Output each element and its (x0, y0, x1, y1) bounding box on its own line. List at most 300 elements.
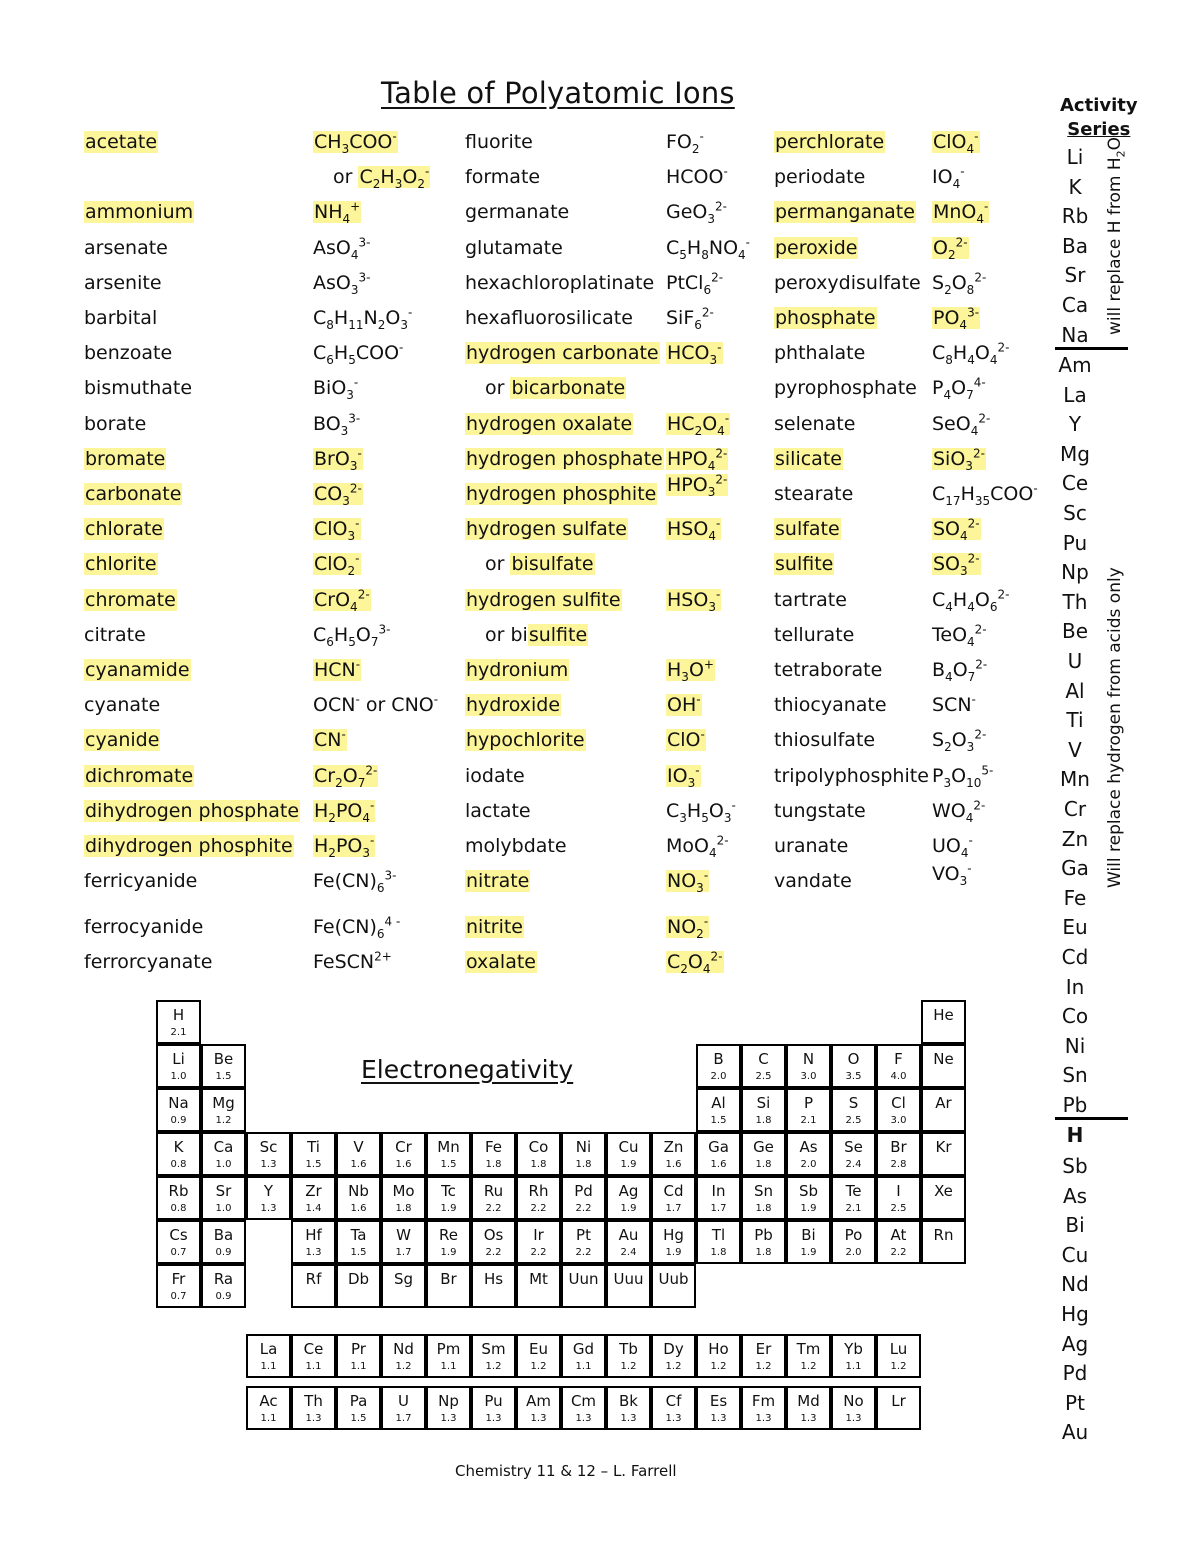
element-symbol: Eu (529, 1340, 548, 1358)
activity-series-item: Sr (1064, 263, 1086, 288)
activity-divider-water (1055, 347, 1128, 350)
element-symbol: Uuu (613, 1270, 644, 1288)
element-symbol: Sb (798, 1182, 819, 1200)
element-cell-pu (471, 1386, 516, 1430)
ion-name: permanganate (775, 201, 915, 224)
ion-formula: AsO$_4^{3-}$ (313, 235, 371, 262)
element-cell-i (876, 1176, 921, 1220)
element-symbol: N (802, 1050, 815, 1068)
element-cell-sb (786, 1176, 831, 1220)
element-electronegativity: 1.5 (305, 1159, 322, 1170)
element-symbol: Yb (844, 1340, 863, 1358)
element-symbol: Rh (528, 1182, 549, 1200)
element-cell-pm (426, 1334, 471, 1378)
ion-name: thiocyanate (774, 694, 887, 717)
ion-name: hydrogen phosphate (466, 447, 663, 470)
activity-series-item: K (1068, 174, 1082, 199)
element-electronegativity: 1.6 (710, 1159, 727, 1170)
element-electronegativity: 1.9 (620, 1203, 637, 1214)
ion-formula: $O_2^{2-}$ (933, 235, 968, 262)
ion-name: hypochlorite (466, 729, 585, 752)
activity-series-item: Ce (1061, 471, 1089, 496)
element-cell-fr (156, 1264, 201, 1308)
element-cell-bi (786, 1220, 831, 1264)
ion-formula: $B_4O_7^{2-}$ (932, 657, 988, 684)
element-symbol: Rf (305, 1270, 322, 1288)
element-cell-fe (471, 1132, 516, 1176)
element-cell-si (741, 1088, 786, 1132)
ion-formula: $IO_3^-$ (667, 763, 700, 790)
activity-series-item: As (1062, 1183, 1088, 1208)
element-electronegativity: 1.2 (800, 1361, 817, 1372)
ion-formula: AsO$_3^{3-}$ (313, 270, 371, 297)
element-electronegativity: 2.2 (485, 1247, 502, 1258)
ion-name: tartrate (774, 588, 847, 611)
ion-formula: $H_3O^+$ (667, 657, 714, 684)
element-cell-ge (741, 1132, 786, 1176)
element-symbol: Pu (484, 1392, 503, 1410)
element-cell-cm (561, 1386, 606, 1430)
ion-name: benzoate (84, 342, 173, 365)
element-cell-nd (381, 1334, 426, 1378)
element-electronegativity: 1.1 (260, 1413, 277, 1424)
element-symbol: C (758, 1050, 769, 1068)
ion-name: chlorite (85, 553, 157, 576)
ion-name: cyanide (85, 729, 160, 752)
element-cell-zr (291, 1176, 336, 1220)
element-symbol: Sg (393, 1270, 414, 1288)
activity-series-item: Np (1061, 560, 1089, 585)
element-symbol: Uub (658, 1270, 689, 1288)
element-symbol: Mg (212, 1094, 235, 1112)
ion-name: hydrogen phosphite (466, 483, 657, 505)
ion-formula: FeSCN$^{2+}$ (313, 949, 392, 974)
element-symbol: Nd (393, 1340, 414, 1358)
element-electronegativity: 1.2 (395, 1361, 412, 1372)
element-electronegativity: 1.9 (440, 1247, 457, 1258)
element-symbol: Pd (574, 1182, 593, 1200)
ion-name: dihydrogen phosphite (85, 835, 293, 857)
element-symbol: Co (528, 1138, 549, 1156)
element-symbol: Fm (751, 1392, 776, 1410)
element-cell-b (696, 1044, 741, 1088)
ion-formula: $S_2O_8^{2-}$ (932, 270, 987, 297)
element-electronegativity: 0.7 (170, 1247, 187, 1258)
element-cell-pb (741, 1220, 786, 1264)
ion-formula: SCN- (932, 692, 976, 717)
element-electronegativity: 1.0 (215, 1203, 232, 1214)
element-symbol: Dy (663, 1340, 684, 1358)
page-title: Table of Polyatomic Ions (381, 76, 735, 110)
element-electronegativity: 2.2 (485, 1203, 502, 1214)
activity-series-item: Ba (1062, 233, 1088, 258)
activity-series-item: Y (1068, 412, 1082, 437)
element-cell-ar (921, 1088, 966, 1132)
element-symbol: Cl (891, 1094, 906, 1112)
element-electronegativity: 4.0 (890, 1071, 907, 1082)
ion-name: or bisulfate (485, 553, 594, 576)
element-cell-ni (561, 1132, 606, 1176)
activity-series-item: Ca (1061, 293, 1089, 317)
ion-name: tetraborate (774, 659, 883, 681)
element-cell-no (831, 1386, 876, 1430)
ion-name: acetate (85, 131, 158, 153)
element-electronegativity: 0.8 (170, 1159, 187, 1170)
ion-name: cyanate (84, 694, 161, 717)
element-electronegativity: 2.8 (890, 1159, 907, 1170)
activity-series-item: Eu (1062, 915, 1088, 940)
element-symbol: Mo (392, 1182, 415, 1200)
element-cell-v (336, 1132, 381, 1176)
element-symbol: V (353, 1138, 364, 1156)
element-electronegativity: 1.8 (530, 1159, 547, 1170)
element-cell-ho (696, 1334, 741, 1378)
element-cell-br (876, 1132, 921, 1176)
element-symbol: Bk (619, 1392, 638, 1410)
element-symbol: No (843, 1392, 864, 1410)
element-symbol: Au (618, 1226, 639, 1244)
ion-name: dichromate (85, 764, 194, 787)
element-electronegativity: 1.6 (350, 1203, 367, 1214)
element-electronegativity: 1.5 (350, 1247, 367, 1258)
ion-name: ferrorcyanate (84, 951, 213, 974)
element-electronegativity: 1.9 (620, 1159, 637, 1170)
element-electronegativity: 2.5 (890, 1203, 907, 1214)
element-symbol: Cd (663, 1182, 684, 1200)
ion-formula: $BO_3^{3-}$ (313, 411, 361, 438)
element-cell-ne (921, 1044, 966, 1088)
ion-formula: $C_8H_4O_4^{2-}$ (932, 340, 1010, 367)
element-electronegativity: 1.3 (800, 1413, 817, 1424)
ion-name: vandate (774, 870, 852, 893)
element-cell-mn (426, 1132, 471, 1176)
element-electronegativity: 1.6 (350, 1159, 367, 1170)
ion-formula: $HCO_3^-$ (667, 340, 722, 367)
element-electronegativity: 1.4 (305, 1203, 322, 1214)
element-symbol: Th (304, 1392, 323, 1410)
ion-formula: or $C_2H_3O_2^-$ (333, 164, 430, 191)
ion-formula: PtCl$_6^{2-}$ (666, 270, 724, 297)
element-electronegativity: 1.2 (620, 1361, 637, 1372)
ion-name: sulfate (775, 518, 840, 541)
element-cell-kr (921, 1132, 966, 1176)
ion-formula: MnO$_4$- (933, 200, 989, 227)
ion-formula: $PO_4^{3-}$ (933, 305, 980, 332)
element-cell-np (426, 1386, 471, 1430)
element-cell-ag (606, 1176, 651, 1220)
ion-formula: HCN- (314, 657, 361, 681)
element-cell-ce (291, 1334, 336, 1378)
element-cell-se (831, 1132, 876, 1176)
ion-formula: $NH_4^+$ (314, 200, 361, 227)
element-symbol: Am (526, 1392, 551, 1410)
element-symbol: Md (797, 1392, 820, 1410)
element-cell-sn (741, 1176, 786, 1220)
element-electronegativity: 1.6 (395, 1159, 412, 1170)
element-symbol: Mt (529, 1270, 548, 1288)
element-cell-hf (291, 1220, 336, 1264)
element-cell-rb (156, 1176, 201, 1220)
element-electronegativity: 1.2 (665, 1361, 682, 1372)
activity-series-item: Cr (1063, 797, 1087, 821)
element-electronegativity: 1.3 (260, 1159, 277, 1170)
ion-name: hydrogen oxalate (466, 412, 633, 435)
ion-formula: OH- (667, 692, 701, 717)
element-cell-lr (876, 1386, 921, 1430)
ion-formula: ClO$_3$- (314, 516, 360, 543)
activity-series-item: Pd (1062, 1361, 1088, 1386)
element-symbol: Ga (708, 1138, 729, 1156)
element-electronegativity: 1.2 (890, 1361, 907, 1372)
element-symbol: K (173, 1138, 184, 1156)
element-electronegativity: 1.3 (620, 1413, 637, 1424)
ion-name: periodate (774, 166, 866, 189)
element-electronegativity: 2.0 (710, 1071, 727, 1082)
ion-formula: BiO$_3$- (313, 376, 359, 403)
element-symbol: Br (440, 1270, 457, 1288)
element-electronegativity: 1.6 (665, 1159, 682, 1170)
element-symbol: Ra (213, 1270, 234, 1288)
activity-series-item: Pt (1065, 1390, 1085, 1415)
element-symbol: Sm (481, 1340, 506, 1358)
activity-series-title-line1: Activity (1060, 95, 1138, 116)
element-electronegativity: 1.7 (710, 1203, 727, 1214)
activity-series-item: Th (1062, 589, 1088, 614)
activity-series-item: Al (1065, 678, 1085, 703)
element-cell-gd (561, 1334, 606, 1378)
element-electronegativity: 1.8 (755, 1159, 772, 1170)
element-electronegativity: 2.1 (170, 1027, 187, 1038)
element-cell-rf (291, 1264, 336, 1308)
ion-formula: $WO_4^{2-}$ (932, 798, 986, 825)
ion-formula: $C_3H_5O_3^-$ (666, 798, 736, 825)
element-symbol: I (896, 1182, 901, 1200)
element-electronegativity: 1.3 (575, 1413, 592, 1424)
element-cell-cr (381, 1132, 426, 1176)
element-electronegativity: 1.5 (440, 1159, 457, 1170)
ion-name: ferrocyanide (84, 915, 204, 938)
element-symbol: O (847, 1050, 860, 1068)
element-symbol: Ho (708, 1340, 729, 1358)
element-electronegativity: 1.1 (845, 1361, 862, 1372)
ion-name: borate (84, 412, 147, 435)
element-electronegativity: 0.8 (170, 1203, 187, 1214)
activity-label-water: will replace H from $H_2O$ (1105, 136, 1128, 335)
element-symbol: Sn (753, 1182, 774, 1200)
activity-divider-hydrogen (1055, 1117, 1128, 1120)
element-electronegativity: 1.3 (755, 1413, 772, 1424)
ion-name: peroxide (775, 236, 858, 259)
ion-name: hydrogen carbonate (466, 342, 659, 365)
ion-name: nitrate (466, 870, 530, 893)
element-electronegativity: 2.2 (890, 1247, 907, 1258)
activity-series-item: U (1067, 649, 1083, 673)
ion-name: formate (465, 166, 541, 189)
element-symbol: Cf (665, 1392, 682, 1410)
ion-name: bromate (85, 447, 166, 470)
element-symbol: Ce (303, 1340, 324, 1358)
ion-name: hydroxide (466, 694, 561, 717)
ion-name: phosphate (775, 307, 876, 329)
ion-name: peroxydisulfate (774, 271, 921, 294)
element-symbol: Ca (213, 1138, 234, 1156)
electronegativity-title: Electronegativity (361, 1055, 574, 1084)
element-symbol: Br (890, 1138, 907, 1156)
activity-series-item: Sc (1063, 501, 1087, 525)
element-symbol: Cr (395, 1138, 412, 1156)
element-electronegativity: 1.3 (305, 1247, 322, 1258)
element-symbol: Pr (351, 1340, 366, 1358)
ion-formula: BrO$_3$- (314, 446, 362, 473)
element-cell-ta (336, 1220, 381, 1264)
ion-name: hydronium (466, 659, 569, 681)
element-symbol: Ir (533, 1226, 544, 1244)
ion-formula: $Fe(CN)_6^{4 -}$ (313, 914, 401, 941)
element-symbol: Bi (801, 1226, 816, 1244)
element-symbol: Tm (796, 1340, 821, 1358)
element-electronegativity: 2.4 (620, 1247, 637, 1258)
ion-formula: $NO_2^-$ (667, 914, 709, 941)
element-symbol: Se (844, 1138, 863, 1156)
element-symbol: Po (844, 1226, 863, 1244)
element-symbol: Ag (618, 1182, 639, 1200)
activity-series-item: Pu (1062, 530, 1088, 555)
element-cell-cu (606, 1132, 651, 1176)
element-electronegativity: 1.8 (755, 1115, 772, 1126)
activity-series-item: Ni (1064, 1033, 1086, 1058)
element-symbol: Si (756, 1094, 771, 1112)
element-cell-li (156, 1044, 201, 1088)
element-electronegativity: 1.2 (755, 1361, 772, 1372)
element-cell-rh (516, 1176, 561, 1220)
ion-formula: $CO_3^{2-}$ (314, 481, 362, 508)
element-electronegativity: 2.2 (575, 1247, 592, 1258)
element-electronegativity: 3.0 (800, 1071, 817, 1082)
element-electronegativity: 1.3 (260, 1203, 277, 1214)
element-symbol: Ru (483, 1182, 504, 1200)
ion-formula: $HPO_3^{2-}$ (667, 472, 728, 499)
element-electronegativity: 1.1 (260, 1361, 277, 1372)
element-cell-fm (741, 1386, 786, 1430)
element-cell-yb (831, 1334, 876, 1378)
ion-name: stearate (774, 483, 854, 505)
element-symbol: Re (439, 1226, 458, 1244)
element-symbol: Pm (436, 1340, 461, 1358)
ion-name: nitrite (466, 915, 523, 938)
element-symbol: Lu (889, 1340, 908, 1358)
element-cell-k (156, 1132, 201, 1176)
element-symbol: Rn (933, 1226, 954, 1244)
element-symbol: H (172, 1006, 185, 1024)
element-symbol: S (848, 1094, 859, 1112)
element-cell-db (336, 1264, 381, 1308)
ion-name: iodate (465, 764, 525, 787)
activity-series-item: Pb (1062, 1093, 1088, 1117)
element-symbol: Tl (711, 1226, 726, 1244)
element-electronegativity: 2.2 (530, 1203, 547, 1214)
element-electronegativity: 1.1 (575, 1361, 592, 1372)
element-electronegativity: 1.3 (440, 1413, 457, 1424)
element-cell-ac (246, 1386, 291, 1430)
element-symbol: In (711, 1182, 726, 1200)
element-symbol: Nb (348, 1182, 369, 1200)
element-symbol: As (799, 1138, 818, 1156)
ion-formula: SiO$_3^{2-}$ (933, 446, 985, 473)
ion-formula: $Cr_2O_7^{2-}$ (314, 763, 378, 790)
element-symbol: Xe (934, 1182, 953, 1200)
ion-formula: $VO_3^-$ (932, 861, 972, 888)
element-electronegativity: 2.2 (575, 1203, 592, 1214)
ion-name: tungstate (774, 799, 866, 822)
element-cell-am (516, 1386, 561, 1430)
activity-series-item: Rb (1061, 204, 1089, 229)
ion-name: chromate (85, 588, 176, 611)
element-cell-uub (651, 1264, 696, 1308)
element-cell-xe (921, 1176, 966, 1220)
activity-series-item: Mg (1060, 441, 1090, 466)
element-electronegativity: 2.5 (845, 1115, 862, 1126)
ion-formula: $HC_2O_4^-$ (667, 411, 730, 438)
element-cell-tm (786, 1334, 831, 1378)
ion-formula: $C_6H_5COO^-$ (313, 340, 404, 367)
element-symbol: Pt (576, 1226, 591, 1244)
ion-formula: $P_3O_{10}^{5-}$ (932, 763, 994, 790)
element-cell-po (831, 1220, 876, 1264)
element-symbol: Pb (754, 1226, 773, 1244)
element-cell-p (786, 1088, 831, 1132)
element-cell-re (426, 1220, 471, 1264)
ion-formula: GeO$_3^{2-}$ (666, 200, 727, 227)
activity-series-item: Na (1061, 322, 1089, 347)
element-electronegativity: 0.9 (170, 1115, 187, 1126)
element-cell-c (741, 1044, 786, 1088)
element-electronegativity: 0.9 (215, 1247, 232, 1258)
element-symbol: Tc (441, 1182, 456, 1200)
element-cell-nb (336, 1176, 381, 1220)
activity-series-item: Ga (1061, 856, 1089, 881)
element-symbol: Li (172, 1050, 185, 1068)
element-symbol: Cm (570, 1392, 597, 1410)
element-cell-eu (516, 1334, 561, 1378)
element-cell-es (696, 1386, 741, 1430)
element-symbol: Hg (663, 1226, 684, 1244)
element-symbol: At (890, 1226, 907, 1244)
element-symbol: Db (347, 1270, 370, 1288)
element-cell-ga (696, 1132, 741, 1176)
element-electronegativity: 2.1 (845, 1203, 862, 1214)
ion-formula: $CH_3COO^-$ (314, 129, 397, 156)
element-cell-n (786, 1044, 831, 1088)
element-symbol: Np (438, 1392, 459, 1410)
ion-name: sulfite (775, 553, 834, 576)
element-symbol: B (713, 1050, 724, 1068)
ion-formula: CN- (314, 728, 346, 752)
element-cell-u (381, 1386, 426, 1430)
activity-series-item: Cd (1061, 945, 1089, 969)
element-symbol: P (803, 1094, 814, 1112)
element-cell-as (786, 1132, 831, 1176)
element-symbol: Ta (350, 1226, 367, 1244)
element-symbol: Y (263, 1182, 274, 1200)
element-symbol: Kr (935, 1138, 952, 1156)
ion-name: or bisulfite (485, 623, 588, 646)
element-cell-pa (336, 1386, 381, 1430)
element-symbol: Sc (259, 1138, 278, 1156)
element-electronegativity: 2.2 (530, 1247, 547, 1258)
element-symbol: Tb (619, 1340, 638, 1358)
element-cell-uun (561, 1264, 606, 1308)
element-symbol: Uun (568, 1270, 599, 1288)
